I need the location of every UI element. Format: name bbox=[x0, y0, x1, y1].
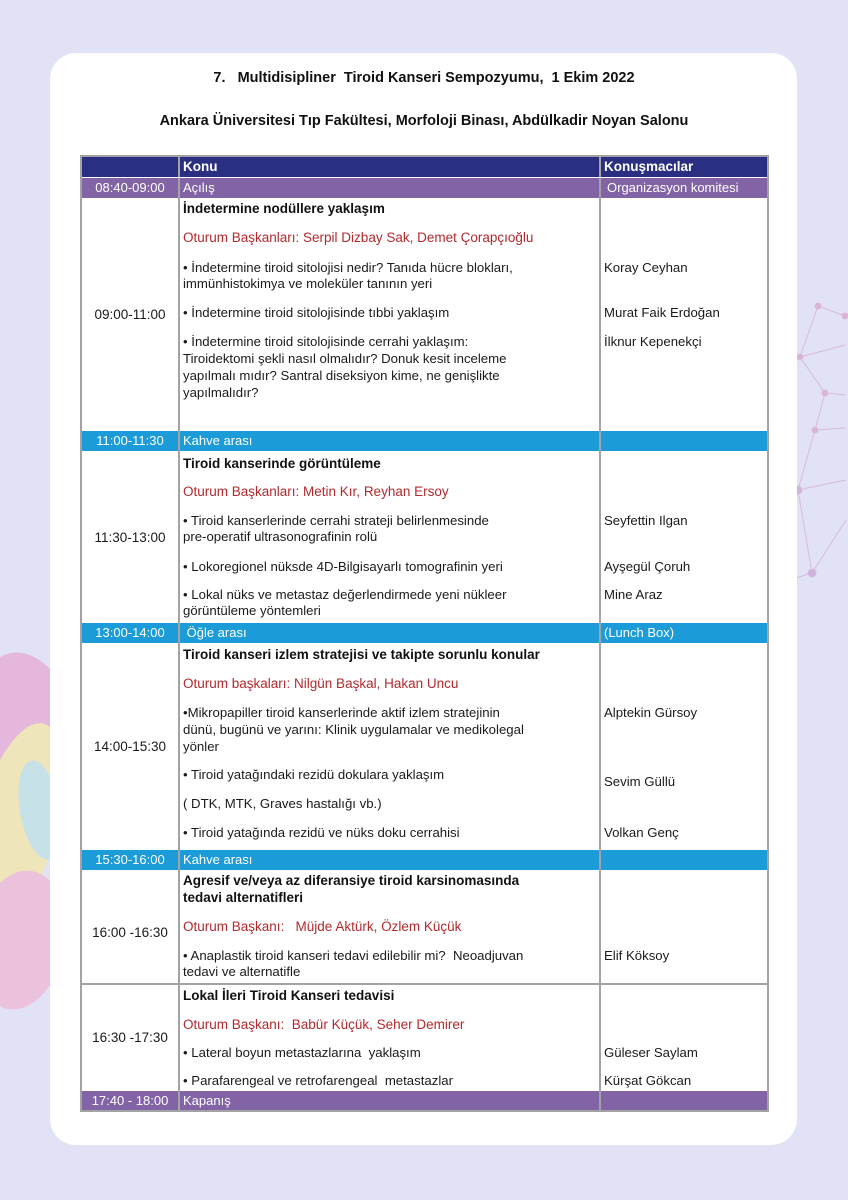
session-3-time: 14:00-15:30 bbox=[93, 739, 167, 754]
talk-text: • Lateral boyun metastazlarına yaklaşım bbox=[183, 1045, 421, 1060]
talk-speaker: Ayşegül Çoruh bbox=[604, 559, 691, 574]
talk-text: dünü, bugünü ve yarını: Klinik uygulamalar ve medikolegal bbox=[183, 722, 524, 737]
talk-speaker: Seyfettin Ilgan bbox=[604, 513, 688, 528]
session-2-time: 11:30-13:00 bbox=[94, 530, 166, 545]
closing-row bbox=[82, 1091, 767, 1110]
talk-text: • Lokoregionel nüksde 4D-Bilgisayarlı tomografinin yeri bbox=[183, 559, 503, 574]
talk-speaker: Alptekin Gürsoy bbox=[604, 705, 698, 720]
opening-row bbox=[82, 178, 767, 198]
coffee-break-1-topic: Kahve arası bbox=[183, 433, 253, 448]
session-1-title: İndetermine nodüllere yaklaşım bbox=[183, 201, 385, 216]
venue-title: Ankara Üniversitesi Tıp Fakültesi, Morfoloji Binası, Abdülkadir Noyan Salonu bbox=[159, 113, 689, 129]
program-table bbox=[80, 155, 769, 1112]
session-1-time: 09:00-11:00 bbox=[94, 307, 166, 322]
talk-speaker: Sevim Güllü bbox=[604, 774, 676, 789]
talk-text: • İndetermine tiroid sitolojisinde cerrahi yaklaşım: bbox=[183, 334, 469, 349]
talk-text: • Lokal nüks ve metastaz değerlendirmede yeni nükleer bbox=[183, 587, 507, 602]
opening-topic: Açılış bbox=[183, 180, 215, 195]
talk-speaker: Elif Köksoy bbox=[604, 948, 670, 963]
opening-speaker: Organizasyon komitesi bbox=[607, 180, 739, 195]
session-2-chairs: Oturum Başkanları: Metin Kır, Reyhan Ersoy bbox=[183, 484, 449, 499]
table-header-row bbox=[82, 157, 767, 177]
talk-speaker: Güleser Saylam bbox=[604, 1045, 698, 1060]
talk-text: • Tiroid yatağında rezidü ve nüks doku cerrahisi bbox=[183, 825, 460, 840]
talk-speaker: Kürşat Gökcan bbox=[604, 1073, 692, 1088]
session-2 bbox=[82, 451, 767, 623]
talk-speaker: Mine Araz bbox=[604, 587, 663, 602]
lunch-speaker: (Lunch Box) bbox=[604, 625, 675, 640]
coffee-break-2-row bbox=[82, 850, 767, 870]
session-5-chairs: Oturum Başkanı: Babür Küçük, Seher Demirer bbox=[183, 1017, 465, 1032]
talk-speaker: Koray Ceyhan bbox=[604, 260, 688, 275]
talk-text: yönler bbox=[183, 739, 219, 754]
talk-text: • Anaplastik tiroid kanseri tedavi edilebilir mi? Neoadjuvan bbox=[183, 948, 524, 963]
talk-note: ( DTK, MTK, Graves hastalığı vb.) bbox=[183, 796, 382, 811]
talk-speaker: İlknur Kepenekçi bbox=[604, 334, 702, 349]
talk-text: immünhistokimya ve moleküler tanının yeri bbox=[183, 276, 433, 291]
session-4 bbox=[82, 870, 767, 983]
talk-text: • İndetermine tiroid sitolojisi nedir? Tanıda hücre blokları, bbox=[183, 260, 513, 275]
session-2-title: Tiroid kanserinde görüntüleme bbox=[183, 456, 381, 471]
talk-text: yapılmalı mıdır? Santral diseksiyon kime, ne genişlikte bbox=[183, 368, 500, 383]
session-4-title: Agresif ve/veya az diferansiye tiroid karsinomasında bbox=[183, 873, 520, 888]
session-3-title: Tiroid kanseri izlem stratejisi ve takipte sorunlu konular bbox=[183, 647, 540, 662]
talk-text: pre-operatif ultrasonografinin rolü bbox=[183, 529, 378, 544]
session-4-chairs: Oturum Başkanı: Müjde Aktürk, Özlem Küçük bbox=[183, 919, 462, 934]
session-5-time: 16:30 -17:30 bbox=[92, 1030, 168, 1045]
lunch-time: 13:00-14:00 bbox=[95, 625, 165, 640]
coffee-break-2-time: 15:30-16:00 bbox=[95, 852, 165, 867]
header-topic: Konu bbox=[183, 159, 218, 174]
closing-time: 17:40 - 18:00 bbox=[91, 1093, 169, 1108]
closing-topic: Kapanış bbox=[183, 1093, 231, 1108]
opening-time: 08:40-09:00 bbox=[95, 180, 165, 195]
session-1 bbox=[82, 198, 767, 431]
talk-text: • İndetermine tiroid sitolojisinde tıbbi yaklaşım bbox=[183, 305, 450, 320]
talk-text: görüntüleme yöntemleri bbox=[183, 603, 321, 618]
network-decoration bbox=[790, 303, 848, 580]
symposium-title: 7. Multidisipliner Tiroid Kanseri Sempozyumu, 1 Ekim 2022 bbox=[213, 70, 635, 86]
coffee-break-2-topic: Kahve arası bbox=[183, 852, 253, 867]
lunch-topic: Öğle arası bbox=[183, 625, 247, 640]
talk-text: • Tiroid yatağındaki rezidü dokulara yaklaşım bbox=[183, 767, 445, 782]
header-speakers: Konuşmacılar bbox=[604, 159, 694, 174]
talk-speaker: Volkan Genç bbox=[604, 825, 679, 840]
session-4-title: tedavi alternatifleri bbox=[183, 890, 304, 905]
talk-text: tedavi ve alternatifle bbox=[183, 964, 301, 979]
session-3-chairs: Oturum başkaları: Nilgün Başkal, Hakan Uncu bbox=[183, 676, 459, 691]
lunch-row bbox=[82, 623, 767, 643]
session-5 bbox=[82, 983, 767, 1091]
coffee-break-1-row bbox=[82, 431, 767, 451]
session-5-title: Lokal İleri Tiroid Kanseri tedavisi bbox=[183, 988, 395, 1003]
session-4-time: 16:00 -16:30 bbox=[92, 925, 168, 940]
session-3 bbox=[82, 643, 767, 850]
talk-text: •Mikropapiller tiroid kanserlerinde aktif izlem stratejinin bbox=[183, 705, 500, 720]
talk-text: yapılmalıdır? bbox=[183, 385, 259, 400]
talk-text: • Parafarengeal ve retrofarengeal metastazlar bbox=[183, 1073, 453, 1088]
talk-speaker: Murat Faik Erdoğan bbox=[604, 305, 720, 320]
coffee-break-1-time: 11:00-11:30 bbox=[96, 433, 164, 448]
session-1-chairs: Oturum Başkanları: Serpil Dizbay Sak, Demet Çorapçıoğlu bbox=[183, 230, 534, 245]
talk-text: Tiroidektomi şekli nasıl olmalıdır? Donuk kesit inceleme bbox=[183, 351, 507, 366]
talk-text: • Tiroid kanserlerinde cerrahi strateji belirlenmesinde bbox=[183, 513, 489, 528]
